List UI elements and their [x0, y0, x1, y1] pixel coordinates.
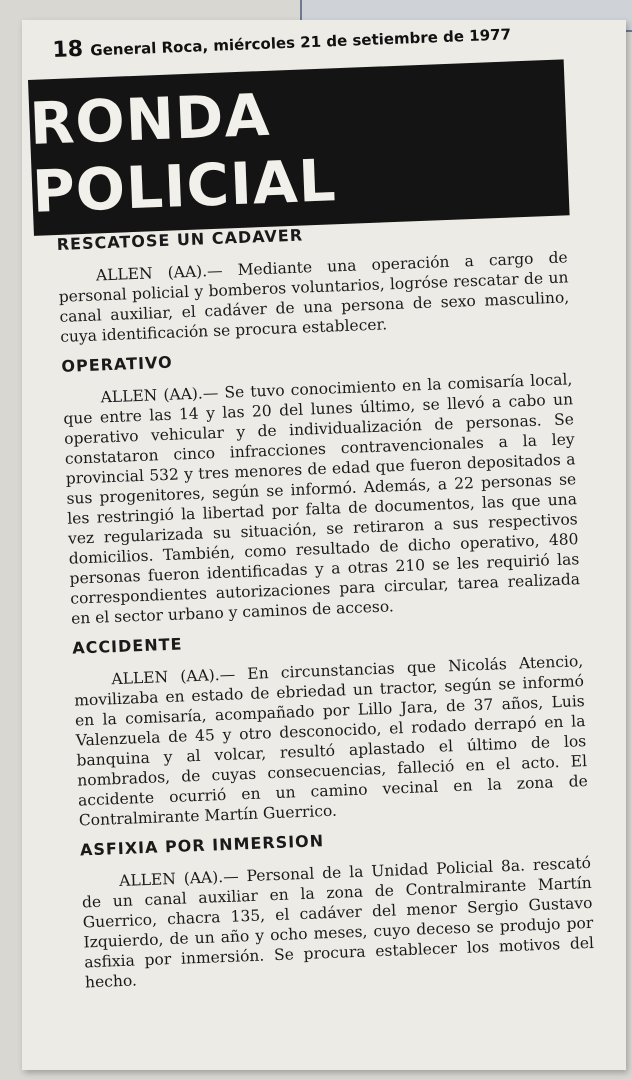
- article-body: ALLEN (AA).— Personal de la Unidad Policial 8a. rescató de un canal auxiliar en la zona de Contralmirante Martín Guerrico, chacra 135, el cadáver del menor Sergio Gustavo Izquierdo, de un año y ocho meses, cuyo deceso se produjo por asfixia por inmersión. Se procura establecer los motivos del hecho.: [81, 853, 595, 992]
- article-body: ALLEN (AA).— En circunstancias que Nicolás Atencio, movilizaba en estado de ebriedad un tractor, según se informó en la comisaría, acompañado por Lillo Jara, de 37 años, Luis Valenzuela de 45 y otro desconocido, el rodado derrapó en la banquina y al volcar, resultó aplastado el último de los nombrados, de cuyas consecuencias, falleció en el acto. El accidente ocurrió en un camino vecinal en la zona de Contralmirante Martín Guerrico.: [73, 652, 589, 830]
- article-heading: ACCIDENTE: [71, 634, 183, 658]
- articles-column: [56, 205, 595, 1002]
- newspaper-clipping: [22, 20, 626, 1070]
- article-heading: ASFIXIA POR INMERSION: [79, 831, 325, 860]
- article-body: ALLEN (AA).— Mediante una operación a cargo de personal policial y bomberos voluntarios, logróse rescatar de un canal auxiliar, el cadáver de una persona de sexo masculino, cuya identificación se procura establecer.: [58, 248, 570, 346]
- page-number: 18: [52, 36, 84, 63]
- article-asfixia: [80, 821, 595, 992]
- article-heading: OPERATIVO: [61, 352, 174, 376]
- article-operativo: [61, 337, 581, 628]
- article-accidente: [72, 619, 589, 830]
- section-title: RONDA POLICIAL: [28, 80, 338, 226]
- page-header: [52, 20, 511, 63]
- article-body: ALLEN (AA).— Se tuvo conocimiento en la comisaría local, que entre las 14 y las 20 del lunes último, se llevó a cabo un operativo vehicular y de individualización de personas. Se constataron cinco infracciones contravencionales a la ley provincial 532 y tres menores de edad que fueron depositados a sus progenitores, según se informó. Además, a 22 personas se les restringió la libertad por falta de documentos, las que una vez regularizada su situación, se retiraron a sus respectivos domicilios. También, como resultado de dicho operativo, 480 personas fueron identificadas y a otras 210 se les requirió las correspondientes autorizaciones para circular, tarea realizada en el sector urbano y caminos de acceso.: [63, 370, 581, 628]
- article-heading: RESCATOSE UN CADAVER: [56, 225, 304, 254]
- article-rescate: [56, 215, 570, 346]
- dateline: General Roca, miércoles 21 de setiembre de 1977: [90, 25, 512, 60]
